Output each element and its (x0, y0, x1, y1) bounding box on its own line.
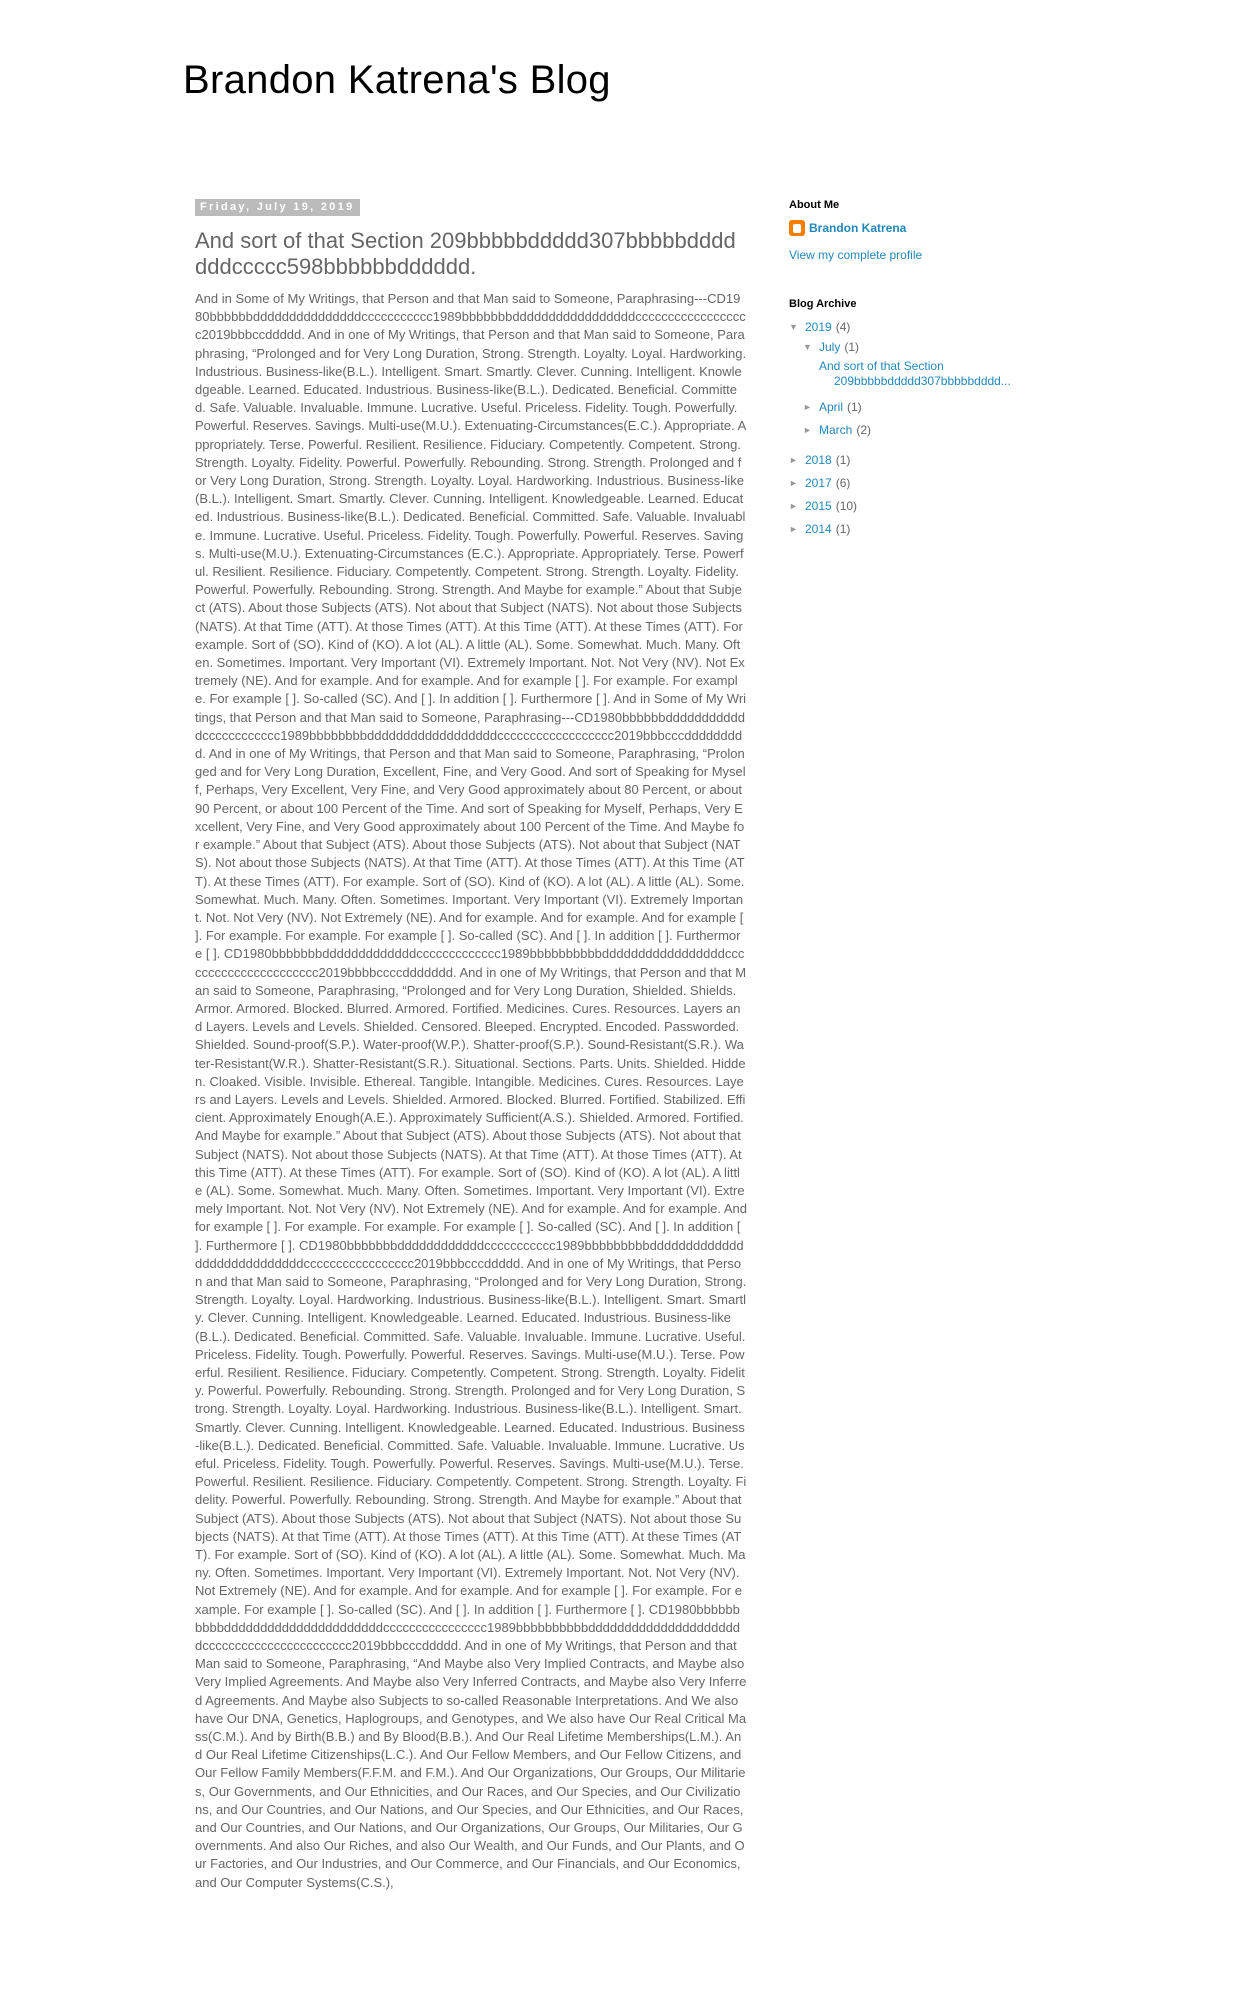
about-me-title: About Me (789, 199, 840, 211)
archive-year-2014 (789, 521, 1049, 537)
archive-count-2015: (10) (835, 499, 858, 513)
archive-count-2017: (6) (835, 476, 851, 490)
archive-link-march[interactable]: March (819, 423, 853, 437)
archive-year-2017 (789, 475, 1049, 491)
post-date-header: Friday, July 19, 2019 (195, 199, 360, 216)
archive-toggle-collapsed-icon[interactable]: ► (789, 478, 798, 488)
archive-month-april (789, 399, 1049, 415)
archive-link-2015[interactable]: 2015 (805, 499, 832, 513)
profile-name-link[interactable]: Brandon Katrena (809, 221, 907, 235)
archive-toggle-expanded-icon[interactable]: ▼ (789, 322, 798, 332)
archive-toggle-expanded-icon[interactable]: ▼ (803, 342, 812, 352)
archive-link-2014[interactable]: 2014 (805, 522, 832, 536)
archive-count-2019: (4) (835, 320, 851, 334)
archive-toggle-collapsed-icon[interactable]: ► (803, 425, 812, 435)
view-profile-link[interactable]: View my complete profile (789, 248, 923, 262)
post-title[interactable]: And sort of that Section 209bbbbbddddd307bbbbbdddddddccccc598bbbbbbdddddd. (195, 228, 736, 279)
blog-title[interactable]: Brandon Katrena's Blog (183, 58, 611, 102)
archive-year-2015 (789, 498, 1049, 514)
archive-count-july: (1) (844, 340, 860, 354)
archive-link-2019[interactable]: 2019 (805, 320, 832, 334)
archive-year-2019 (789, 319, 1049, 335)
main-column (195, 197, 747, 1892)
blogger-profile-icon (789, 220, 805, 236)
archive-toggle-collapsed-icon[interactable]: ► (789, 524, 798, 534)
profile-row (789, 220, 1049, 236)
archive-post-item (789, 359, 1049, 389)
archive-count-2014: (1) (835, 522, 851, 536)
archive-link-2018[interactable]: 2018 (805, 453, 832, 467)
archive-count-2018: (1) (835, 453, 851, 467)
archive-link-2017[interactable]: 2017 (805, 476, 832, 490)
blog-archive-title: Blog Archive (789, 298, 857, 310)
archive-year-2018 (789, 452, 1049, 468)
archive-post-link[interactable]: And sort of that Section 209bbbbbddddd307bbbbbdddd... (819, 359, 1011, 388)
archive-toggle-collapsed-icon[interactable]: ► (789, 501, 798, 511)
archive-toggle-collapsed-icon[interactable]: ► (803, 402, 812, 412)
blog-archive (789, 319, 1049, 537)
archive-month-july (789, 339, 1049, 355)
archive-count-april: (1) (847, 400, 862, 414)
archive-link-july[interactable]: July (819, 340, 841, 354)
archive-toggle-collapsed-icon[interactable]: ► (789, 455, 798, 465)
post-body: And in Some of My Writings, that Person and that Man said to Someone, Paraphrasing---CD1980bbbbbbdddddddddddddddccccccccccc1989bbbbbbbdddddddddddddddddcccccccccccccccccc2019bbbccddddd. And in one of My Writings, that Person and that Man said to Someone, Paraphrasing, “Prolonged and for Very Long Duration, Strong. Strength. Loyalty. Loyal. Hardworking. Industrious. Business-like(B.L.). Intelligent. Smart. Smartly. Clever. Cunning. Intelligent. Knowledgeable. Learned. Educated. Industrious. Business-like(B.L.). Dedicated. Beneficial. Committed. Safe. Valuable. Invaluable. Immune. Lucrative. Useful. Priceless. Fidelity. Tough. Powerfully. Powerful. Reserves. Savings. Multi-use(M.U.). Extenuating-Circumstances(E.C.). Appropriate. Appropriately. Terse. Powerful. Resilient. Resilience. Fiduciary. Competently. Competent. Strong. Strength. Loyalty. Fidelity. Powerful. Powerfully. Rebounding. Strong. Strength. Prolonged and for Very Long Duration, Strong. Strength. Loyalty. Loyal. Hardworking. Industrious. Business-like(B.L.). Intelligent. Smart. Smartly. Clever. Cunning. Intelligent. Knowledgeable. Learned. Educated. Industrious. Business-like(B.L.). Dedicated. Beneficial. Committed. Safe. Valuable. Invaluable. Immune. Lucrative. Useful. Priceless. Fidelity. Tough. Powerfully. Powerful. Reserves. Savings. Multi-use(M.U.). Extenuating-Circumstances (E.C.). Appropriate. Appropriately. Terse. Powerful. Resilient. Resilience. Fiduciary. Competently. Competent. Strong. Strength. Loyalty. Fidelity. Powerful. Powerfully. Rebounding. Strong. Strength. And Maybe for example.” About that Subject (ATS). About those Subjects (ATS). Not about that Subject (NATS). Not about those Subjects (NATS). At that Time (ATT). At those Times (ATT). At this Time (ATT). At these Times (ATT). For example. Sort of (SO). Kind of (KO). A lot (AL). A little (AL). Some. Somewhat. Much. Many. Often. Sometimes. Important. Very Important (VI). Extremely Important. Not. Not Very (NV). Not Extremely (NE). And for example. And for example. And for example [ ]. For example. For example. For example [ ]. So-called (SC). And [ ]. In addition [ ]. Furthermore [ ]. And in Some of My Writings, that Person and that Man said to Someone, Paraphrasing---CD1980bbbbbbddddddddddddcccccccccccc1989bbbbbbbbddddddddddddddddddcccccccccccccccccc2019bbbcccddddddddd. And in one of My Writings, that Person and that Man said to Someone, Paraphrasing, “Prolonged and for Very Long Duration, Excellent, Fine, and Very Good. And sort of Speaking for Myself, Perhaps, Very Excellent, Very Fine, and Very Good approximately about 80 Percent, or about 90 Percent, or about 100 Percent of the Time. And sort of Speaking for Myself, Perhaps, Very Excellent, Very Fine, and Very Good approximately about 100 Percent of the Time. And Maybe for example.” About that Subject (ATS). About those Subjects (ATS). Not about that Subject (NATS). Not about those Subjects (NATS). At that Time (ATT). At those Times (ATT). At this Time (ATT). At these Times (ATT). For example. Sort of (SO). Kind of (KO). A lot (AL). A little (AL). Some. Somewhat. Much. Many. Often. Sometimes. Important. Very Important (VI). Extremely Important. Not. Not Very (NV). Not Extremely (NE). And for example. And for example. And for example [ ]. For example. For example. For example [ ]. So-called (SC). And [ ]. In addition [ ]. Furthermore [ ]. CD1980bbbbbbbdddddddddddddccccccccccccc1989bbbbbbbbbbdddddddddddddddddcccccccccccccccccccccc2019bbbbccccddddddd. And in one of My Writings, that Person and that Man said to Someone, Paraphrasing, “Prolonged and for Very Long Duration, Shielded. Shields. Armor. Armored. Blocked. Blurred. Armored. Fortified. Medicines. Cures. Resources. Layers and Layers. Levels and Levels. Shielded. Censored. Bleeped. Encrypted. Encoded. Passworded. Shielded. Sound-proof(S.P.). Water-proof(W.P.). Shatter-proof(S.P.). Sound-Resistant(S.R.). Water-Resistant(W.R.). Shatter-Resistant(S.R.). Situational. Sections. Parts. Units. Shielded. Hidden. Cloaked. Visible. Invisible. Ethereal. Tangible. Intangible. Medicines. Cures. Resources. Layers and Layers. Levels and Levels. Shielded. Armored. Blocked. Blurred. Fortified. Stabilized. Efficient. Approximately Enough(A.E.). Approximately Sufficient(A.S.). Shielded. Armored. Fortified. And Maybe for example.” About that Subject (ATS). About those Subjects (ATS). Not about that Subject (NATS). Not about those Subjects (NATS). At that Time (ATT). At those Times (ATT). At this Time (ATT). At these Times (ATT). For example. Sort of (SO). Kind of (KO). A lot (AL). A little (AL). Some. Somewhat. Much. Many. Often. Sometimes. Important. Very Important (VI). Extremely Important. Not. Not Very (NV). Not Extremely (NE). And for example. And for example. And for example [ ]. For example. For example. For example [ ]. So-called (SC). And [ ]. In addition [ ]. Furthermore [ ]. CD1980bbbbbbbddddddddddddccccccccccc1989bbbbbbbbbddddddddddddddddddddddddddddccccccccccccccccc2019bbbcccddddd. And in one of My Writings, that Person and that Man said to Someone, Paraphrasing, “Prolonged and for Very Long Duration, Strong. Strength. Loyalty. Loyal. Hardworking. Industrious. Business-like(B.L.). Intelligent. Smart. Smartly. Clever. Cunning. Intelligent. Knowledgeable. Learned. Educated. Industrious. Business-like(B.L.). Dedicated. Beneficial. Committed. Safe. Valuable. Invaluable. Immune. Lucrative. Useful. Priceless. Fidelity. Tough. Powerfully. Powerful. Reserves. Savings. Multi-use(M.U.). Terse. Powerful. Resilient. Resilience. Fiduciary. Competently. Competent. Strong. Strength. Loyalty. Fidelity. Powerful. Powerfully. Rebounding. Strong. Strength. Prolonged and for Very Long Duration, Strong. Strength. Loyalty. Loyal. Hardworking. Industrious. Business-like(B.L.). Intelligent. Smart. Smartly. Clever. Cunning. Intelligent. Knowledgeable. Learned. Educated. Industrious. Business-like(B.L.). Dedicated. Beneficial. Committed. Safe. Valuable. Invaluable. Immune. Lucrative. Useful. Priceless. Fidelity. Tough. Powerfully. Powerful. Reserves. Savings. Multi-use(M.U.). Terse. Powerful. Resilient. Resilience. Fiduciary. Competently. Competent. Strong. Strength. Loyalty. Fidelity. Powerful. Powerfully. Rebounding. Strong. Strength. And Maybe for example.” About that Subject (ATS). About those Subjects (ATS). Not about that Subject (NATS). Not about those Subjects (NATS). At that Time (ATT). At those Times (ATT). At this Time (ATT). At these Times (ATT). For example. Sort of (SO). Kind of (KO). A lot (AL). A little (AL). Some. Somewhat. Much. Many. Often. Sometimes. Important. Very Important (VI). Extremely Important. Not. Not Very (NV). Not Extremely (NE). And for example. And for example. And for example [ ]. For example. For example. For example [ ]. So-called (SC). And [ ]. In addition [ ]. Furthermore [ ]. CD1980bbbbbbbbbbddddddddddddddddddddddcccccccccccccccc1989bbbbbbbbbbddddddddddddddddddddddccccccccccccccccccccccc2019bbbcccddddd. And in one of My Writings, that Person and that Man said to Someone, Paraphrasing, “And Maybe also Very Implied Contracts, and Maybe also Very Implied Agreements. And Maybe also Very Inferred Contracts, and Maybe also Very Inferred Agreements. And Maybe also Subjects to so-called Reasonable Interpretations. And We also have Our DNA, Genetics, Haplogroups, and Genotypes, and We also have Our Real Critical Mass(C.M.). And by Birth(B.B.) and By Blood(B.B.). And Our Real Lifetime Memberships(L.M.). And Our Real Lifetime Citizenships(L.C.). And Our Fellow Members, and Our Fellow Citizens, and Our Fellow Family Members(F.F.M. and F.M.). And Our Organizations, Our Groups, Our Militaries, Our Governments, and Our Ethnicities, and Our Races, and Our Species, and Our Civilizations, and Our Countries, and Our Nations, and Our Species, and Our Ethnicities, and Our Races, and Our Countries, and Our Nations, and Our Organizations, Our Groups, Our Militaries, Our Governments. And also Our Riches, and also Our Wealth, and Our Funds, and Our Plants, and Our Factories, and Our Industries, and Our Commerce, and Our Financials, and Our Economics, and Our Computer Systems(C.S.), (195, 291, 747, 1890)
sidebar (789, 199, 1049, 544)
archive-link-april[interactable]: April (819, 400, 844, 414)
archive-month-march (789, 422, 1049, 438)
archive-count-march: (2) (856, 423, 872, 437)
